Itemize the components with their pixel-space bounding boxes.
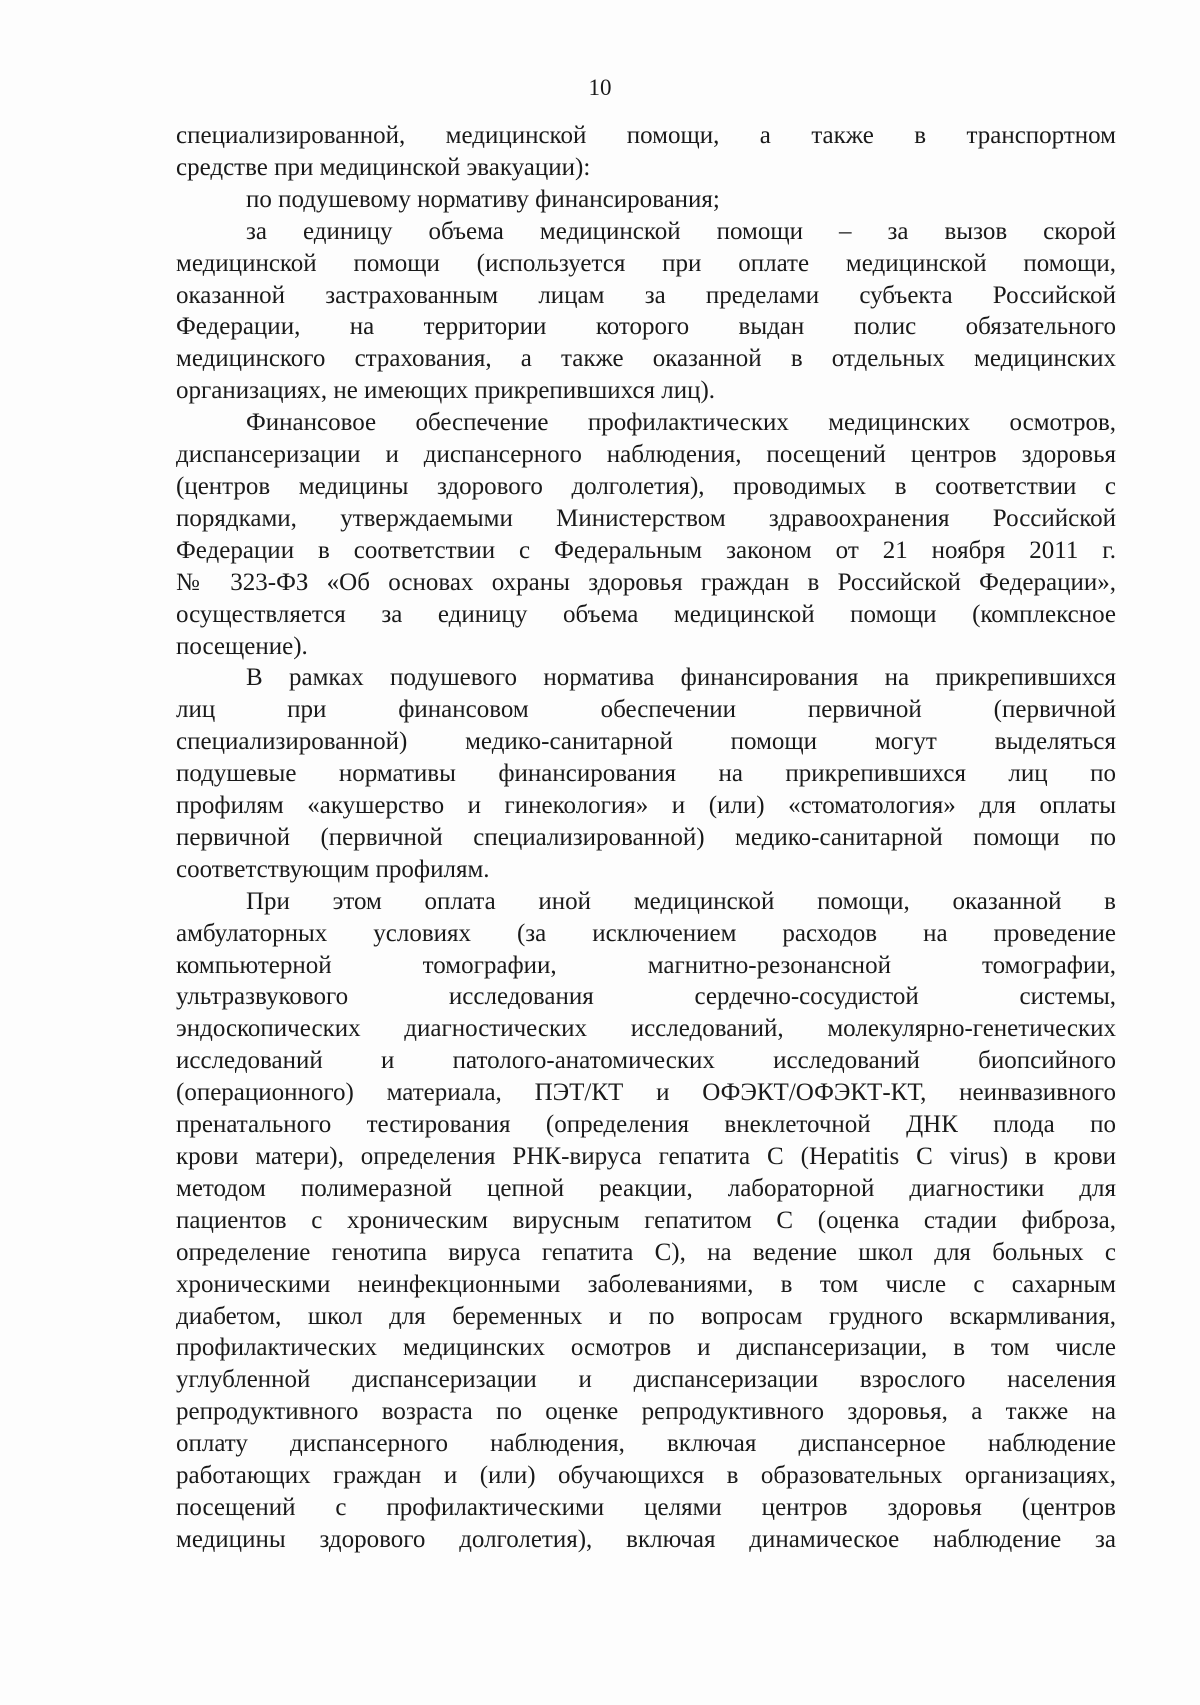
text-line: порядками, утверждаемыми Министерством здравоохранения Российской xyxy=(176,504,1116,532)
page-number: 10 xyxy=(588,75,612,100)
text-line: Федерации в соответствии с Федеральным законом от 21 ноября 2011 г. xyxy=(176,536,1116,564)
text-line: за единицу объема медицинской помощи – за вызов скорой xyxy=(246,217,1116,245)
text-line: Федерации, на территории которого выдан полис обязательного xyxy=(176,313,1116,341)
text-line: определение генотипа вируса гепатита С), на ведение школ для больных с xyxy=(176,1238,1116,1266)
paragraph-p5 xyxy=(176,886,1116,1556)
text-line: оказанной застрахованным лицам за пределами субъекта Российской xyxy=(176,281,1116,309)
text-line: посещение). xyxy=(176,632,308,660)
text-line: Финансовое обеспечение профилактических медицинских осмотров, xyxy=(246,409,1116,437)
text-line: исследований и патолого-анатомических исследований биопсийного xyxy=(176,1047,1116,1075)
text-line: по подушевому нормативу финансирования; xyxy=(246,185,720,213)
text-line: работающих граждан и (или) обучающихся в образовательных организациях, xyxy=(176,1462,1116,1490)
text-line: пациентов с хроническим вирусным гепатитом С (оценка стадии фиброза, xyxy=(176,1206,1116,1234)
text-line: амбулаторных условиях (за исключением расходов на проведение xyxy=(176,919,1116,947)
text-line: углубленной диспансеризации и диспансеризации взрослого населения xyxy=(176,1366,1116,1394)
text-line: ультразвукового исследования сердечно-сосудистой системы, xyxy=(176,983,1116,1011)
text-line: медицинской помощи (используется при оплате медицинской помощи, xyxy=(176,249,1116,277)
text-line: эндоскопических диагностических исследований, молекулярно-генетических xyxy=(176,1015,1116,1043)
text-line: средстве при медицинской эвакуации): xyxy=(176,153,591,181)
text-line: (операционного) материала, ПЭТ/КТ и ОФЭКТ/ОФЭКТ-КТ, неинвазивного xyxy=(176,1079,1116,1107)
text-line: пренатального тестирования (определения внеклеточной ДНК плода по xyxy=(176,1111,1116,1139)
text-line: организациях, не имеющих прикрепившихся лиц). xyxy=(176,377,716,405)
text-line: профилактических медицинских осмотров и диспансеризации, в том числе xyxy=(176,1334,1116,1362)
text-line: репродуктивного возраста по оценке репродуктивного здоровья, а также на xyxy=(176,1398,1116,1426)
text-line: оплату диспансерного наблюдения, включая диспансерное наблюдение xyxy=(176,1430,1116,1458)
document-body xyxy=(176,120,1116,1556)
text-line: № 323-ФЗ «Об основах охраны здоровья граждан в Российской Федерации», xyxy=(176,568,1116,596)
text-line: подушевые нормативы финансирования на прикрепившихся лиц по xyxy=(176,760,1116,788)
paragraph-p0 xyxy=(176,120,1116,184)
text-line: диабетом, школ для беременных и по вопросам грудного вскармливания, xyxy=(176,1302,1116,1330)
text-line: компьютерной томографии, магнитно-резонансной томографии, xyxy=(176,951,1116,979)
text-line: профилям «акушерство и гинекология» и (или) «стоматология» для оплаты xyxy=(176,792,1116,820)
text-line: крови матери), определения РНК-вируса гепатита С (Hepatitis C virus) в крови xyxy=(176,1143,1116,1170)
text-line: В рамках подушевого норматива финансирования на прикрепившихся xyxy=(246,664,1116,692)
paragraph-p1 xyxy=(176,184,1116,216)
text-line: медицины здорового долголетия), включая динамическое наблюдение за xyxy=(176,1525,1116,1553)
text-line: соответствующим профилям. xyxy=(176,855,490,883)
paragraph-p4 xyxy=(176,662,1116,885)
paragraph-p3 xyxy=(176,407,1116,662)
text-line: (центров медицины здорового долголетия), проводимых в соответствии с xyxy=(176,472,1116,500)
text-line: лиц при финансовом обеспечении первичной (первичной xyxy=(176,696,1116,724)
text-line: посещений с профилактическими целями центров здоровья (центров xyxy=(176,1493,1116,1521)
text-line: методом полимеразной цепной реакции, лабораторной диагностики для xyxy=(176,1174,1116,1202)
text-line: осуществляется за единицу объема медицинской помощи (комплексное xyxy=(176,600,1116,628)
text-line: При этом оплата иной медицинской помощи, оказанной в xyxy=(246,887,1116,915)
text-line: первичной (первичной специализированной) медико-санитарной помощи по xyxy=(176,823,1116,851)
text-line: медицинского страхования, а также оказанной в отдельных медицинских xyxy=(176,345,1116,373)
text-line: хроническими неинфекционными заболеваниями, в том числе с сахарным xyxy=(176,1270,1116,1298)
text-line: специализированной, медицинской помощи, а также в транспортном xyxy=(176,122,1116,149)
paragraph-p2 xyxy=(176,216,1116,407)
text-line: специализированной) медико-санитарной помощи могут выделяться xyxy=(176,728,1116,756)
text-line: диспансеризации и диспансерного наблюдения, посещений центров здоровья xyxy=(176,441,1116,469)
